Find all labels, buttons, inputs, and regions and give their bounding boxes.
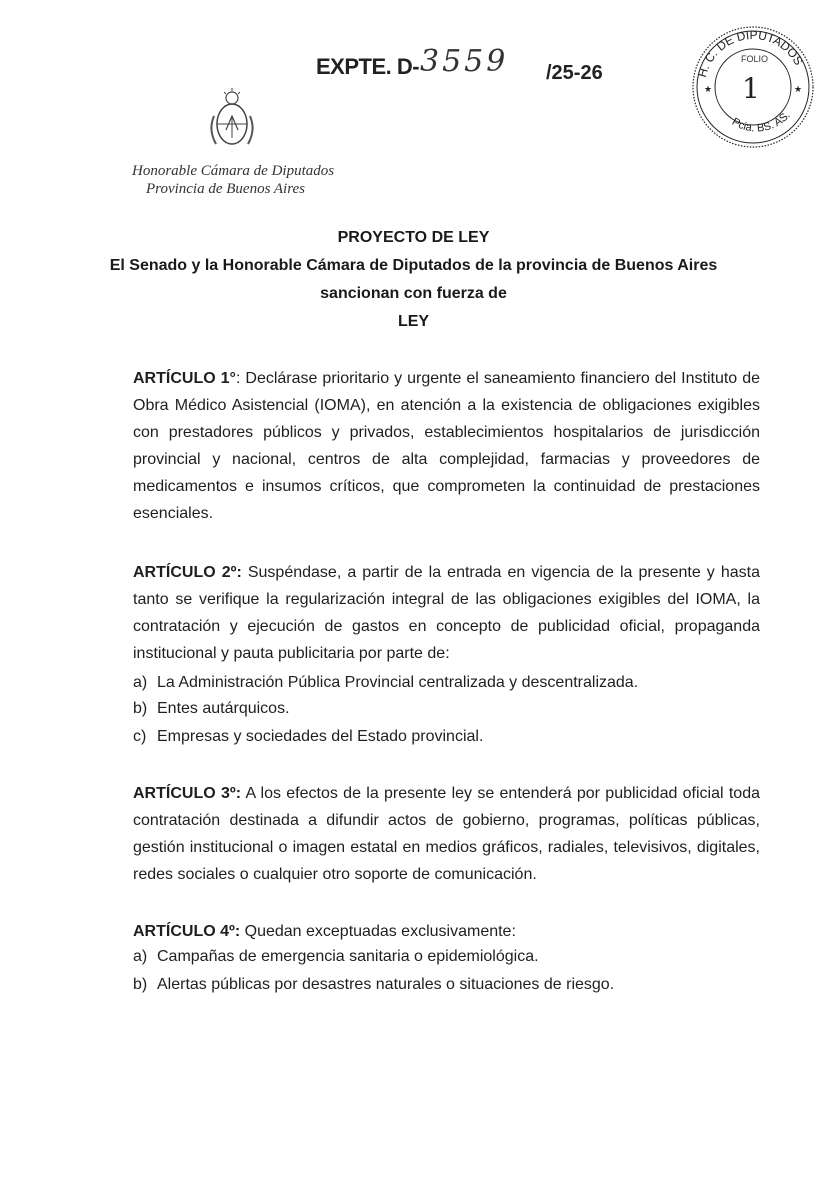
- article-2-label: ARTÍCULO 2º:: [133, 564, 242, 581]
- article-1-label: ARTÍCULO 1°: [133, 370, 236, 387]
- coat-of-arms-icon: [204, 86, 260, 152]
- article-4-label: ARTÍCULO 4º:: [133, 923, 241, 940]
- svg-text:Pcia. BS. AS.: Pcia. BS. AS.: [729, 109, 793, 135]
- folio-number: 1: [742, 72, 760, 105]
- article-3-label: ARTÍCULO 3º:: [133, 785, 242, 802]
- list-item-text: Campañas de emergencia sanitaria o epidemiológica.: [157, 948, 539, 965]
- svg-text:★: ★: [794, 84, 803, 94]
- article-2: [133, 559, 760, 667]
- bill-title: PROYECTO DE LEY: [337, 229, 490, 246]
- list-item-label: a): [133, 948, 148, 965]
- article-1: [133, 365, 760, 527]
- list-item: [133, 700, 290, 718]
- list-item-text: Empresas y sociedades del Estado provincial.: [157, 728, 484, 745]
- enacting-formula-line-1: El Senado y la Honorable Cámara de Diputados de la provincia de Buenos Aires: [109, 257, 718, 274]
- list-item: [133, 674, 638, 692]
- list-item-label: b): [133, 700, 148, 717]
- chamber-line-2: Provincia de Buenos Aires: [146, 181, 305, 197]
- article-3-text: A los efectos de la presente ley se entenderá por publicidad oficial toda contratación destinada a difundir actos de gobierno, programas, políticas públicas, gestión institucional o imagen estatal en medios gráficos, radiales, televisivos, digitales, redes sociales o cualquier otro soporte de comunicación.: [133, 785, 761, 883]
- expte-number: 3559: [420, 44, 509, 79]
- chamber-name: [132, 162, 334, 198]
- enacting-formula-line-2: sancionan con fuerza de: [320, 285, 507, 302]
- article-1-text: : Declárase prioritario y urgente el saneamiento financiero del Instituto de Obra Médico Asistencial (IOMA), en atención a la existencia de obligaciones exigibles con prestadores públicos y privados, establecimientos hospitalarios de jurisdicción provincial y nacional, centros de alta complejidad, farmacias y proveedores de medicamentos e insumos críticos, que comprometen la continuidad de prestaciones esenciales.: [133, 370, 760, 522]
- article-4-text: Quedan exceptuadas exclusivamente:: [240, 923, 516, 940]
- chamber-line-1: Honorable Cámara de Diputados: [132, 163, 335, 179]
- list-item: [133, 728, 483, 746]
- list-item-text: Alertas públicas por desastres naturales o situaciones de riesgo.: [157, 976, 615, 993]
- list-item: [133, 976, 614, 994]
- article-3: [133, 780, 760, 888]
- article-2-text: Suspéndase, a partir de la entrada en vigencia de la presente y hasta tanto se verifique la regularización integral de las obligaciones exigibles del IOMA, la contratación y ejecución de gastos en concepto de publicidad oficial, propaganda institucional y pauta publicitaria por parte de:: [133, 564, 761, 662]
- article-4: [133, 918, 760, 945]
- svg-text:★: ★: [704, 84, 713, 94]
- list-item-label: b): [133, 976, 148, 993]
- list-item-label: c): [133, 728, 147, 745]
- list-item-label: a): [133, 674, 148, 691]
- list-item: [133, 948, 539, 966]
- svg-text:H. C. DE DIPUTADOS: H. C. DE DIPUTADOS: [695, 27, 806, 79]
- expte-label: EXPTE. D-: [316, 54, 420, 79]
- expte-suffix: /25-26: [546, 62, 603, 84]
- list-item-text: Entes autárquicos.: [157, 700, 290, 717]
- ley-heading: LEY: [397, 313, 430, 330]
- list-item-text: La Administración Pública Provincial centralizada y descentralizada.: [157, 674, 639, 691]
- folio-label: FOLIO: [741, 54, 769, 64]
